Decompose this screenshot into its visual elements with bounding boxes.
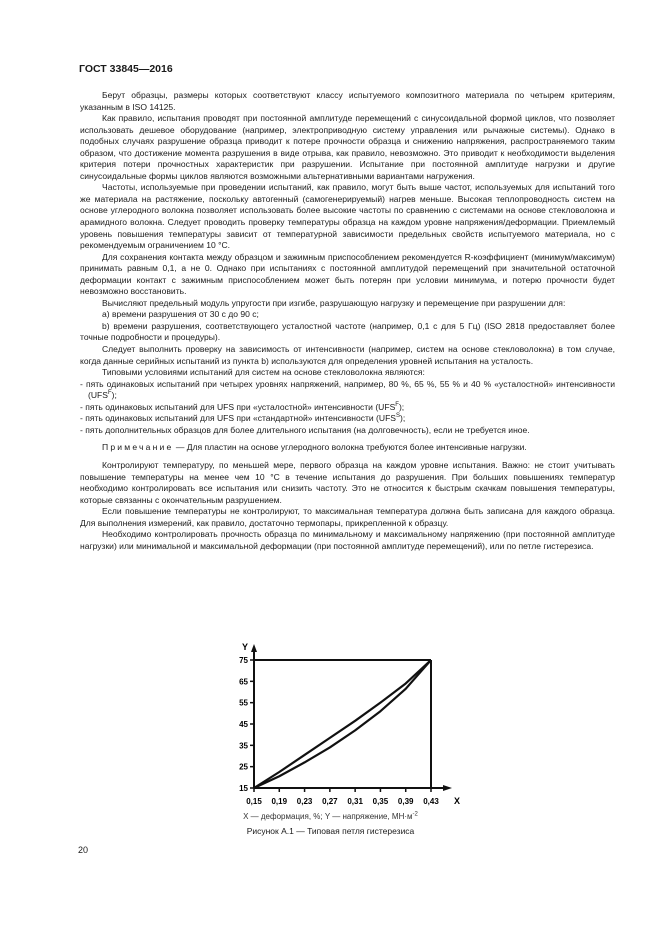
x-tick-label: 0,35 [372,797,389,806]
x-tick-label: 0,39 [397,797,414,806]
conditions-list [80,379,615,437]
x-tick-label: 0,15 [246,797,262,806]
x-axis-arrow [443,785,452,791]
series-lower-curve [254,660,431,788]
page-number: 20 [78,845,89,855]
x-tick-label: 0,23 [296,797,313,806]
paragraph: Следует выполнить проверку на зависимость от интенсивности (например, систем на основе стекловолокна) в том случае, когда данные серийных испытаний из пункта b) используются для определения уровней испытания на усталость. [80,344,615,366]
y-axis-arrow [251,644,257,652]
y-tick-label: 15 [239,784,248,793]
paragraph: b) времени разрушения, соответствующего усталостной частоте (например, 0,1 с для 5 Гц) (ISO 2818 предоставляет более точные подробности и процедуры). [80,320,615,343]
paragraph: a) времени разрушения от 30 с до 90 с; [102,309,259,320]
list-item: - пять одинаковых испытаний при четырех уровнях напряжений, например, 80 %, 65 %, 55 % и 40 % «усталостной» интенсивности $(UFS^F)$; [80,379,615,402]
figure-caption: Рисунок А.1 — Типовая петля гистерезиса [246,826,415,836]
paragraph: Берут образцы, размеры которых соответствуют классу испытуемого композитного материала по четырем критериям, указанным в ISO 14125. [80,90,615,112]
list-item: - пять одинаковых испытаний для UFS при «стандартной» интенсивности $(UFS^S)$; [80,413,615,425]
x-tick-label: 0,43 [423,797,439,806]
x-tick-label: 0,31 [347,797,363,806]
paragraph: Типовыми условиями испытаний для систем на основе стекловолокна являются: [102,367,425,378]
x-axis-label: X [454,796,461,806]
paragraph: Если повышение температуры не контролируют, то максимальная температура должна быть записана для каждого образца. Для выполнения измерений, как правило, достаточно термопары, прикрепленной к образцу. [80,506,615,528]
hysteresis-chart [225,640,465,820]
y-tick-label: 35 [239,741,248,751]
list-item: - пять одинаковых испытаний для UFS при «усталостной» интенсивности $(UFS^F)$; [80,402,615,414]
note: Примечание — Для пластин на основе углеродного волокна требуются более интенсивные нагрузки. [102,442,527,453]
paragraph: Частоты, используемые при проведении испытаний, как правило, могут быть выше частот, используемых для испытаний того же материала на растяжение, поскольку автогенный (самогенерируемый) нагрев меньше. Высокая теплопроводность систем на основе углеродного волокна позволяет использовать более высокие частоты по сравнению с системами на основе стекловолокна и арамидного волокна. Следует проводить проверку температуры образца на каждом уровне напряжения/деформации. Приемлемый уровень повышения температуры зависит от температурной зависимости предельных свойств испытуемого материала, но с рекомендуемым ограничением 10 °С. [80,182,615,251]
y-tick-label: 75 [239,656,248,665]
paragraph: Контролируют температуру, по меньшей мере, первого образца на каждом уровне испытания. Важно: не стоит учитывать повышение температуры на менее чем 10 °С в течение испытания до разрушения. При больших повышениях температур необходимо контролировать все испытания или снизить частоту. Это не относится к быстрым скачкам повышения температуры, которые связанны с окончательным разрушением. [80,459,615,505]
y-tick-label: 25 [239,762,248,772]
paragraph: Необходимо контролировать прочность образца по минимальному и максимальному напряжению (при постоянной амплитуде нагрузки) или минимальной и максимальной деформации (при постоянной амплитуде перемещений), или по петле гистерезиса. [80,529,615,551]
x-tick-label: 0,19 [271,797,288,806]
series-upper-curve [254,660,431,788]
x-tick-label: 0,27 [322,797,338,806]
list-item: - пять дополнительных образцов для более длительного испытания (на долговечность), если не требуется иное. [80,425,615,437]
document-header: ГОСТ 33845—2016 [79,63,173,75]
y-tick-label: 45 [239,720,248,729]
paragraph: Как правило, испытания проводят при постоянной амплитуде перемещений с синусоидальной формой циклов, что позволяет использовать дешевое оборудование (например, электроприводную систему управления или рычажные системы). Однако в подобных случаях разрушение образца приводит к потере прочности образца и снижению напряжения, распространяемого таким образом, что достижение момента разрушения в виде отрыва, как правило, невозможно. Это приводит к необходимости выделения критерия потери прочностных характеристик при разрушении. Испытание при постоянной амплитуде нагрузки и другие синусоидальные формы циклов являются возможными альтернативными вариантами нагружения. [80,113,615,181]
y-tick-label: 65 [239,677,248,687]
y-tick-label: 55 [239,698,248,708]
paragraph: Для сохранения контакта между образцом и зажимным приспособлением рекомендуется R-коэффициент (минимум/максимум) принимать равным 0,1, а не 0. Однако при испытаниях с постоянной амплитудой перемещений при значительной остаточной деформации контакт с зажимным приспособлением может быть потерян при условии минимума, и потерю прочности будет невозможно восстановить. [80,251,615,297]
paragraph: Вычисляют предельный модуль упругости при изгибе, разрушающую нагрузку и перемещение при разрушении для: [102,297,566,308]
document-body [80,90,615,552]
y-axis-label: Y [242,642,249,652]
chart-legend: X — деформация, %; Y — напряжение, $МН\cdot м^{-2}$ [243,811,418,821]
